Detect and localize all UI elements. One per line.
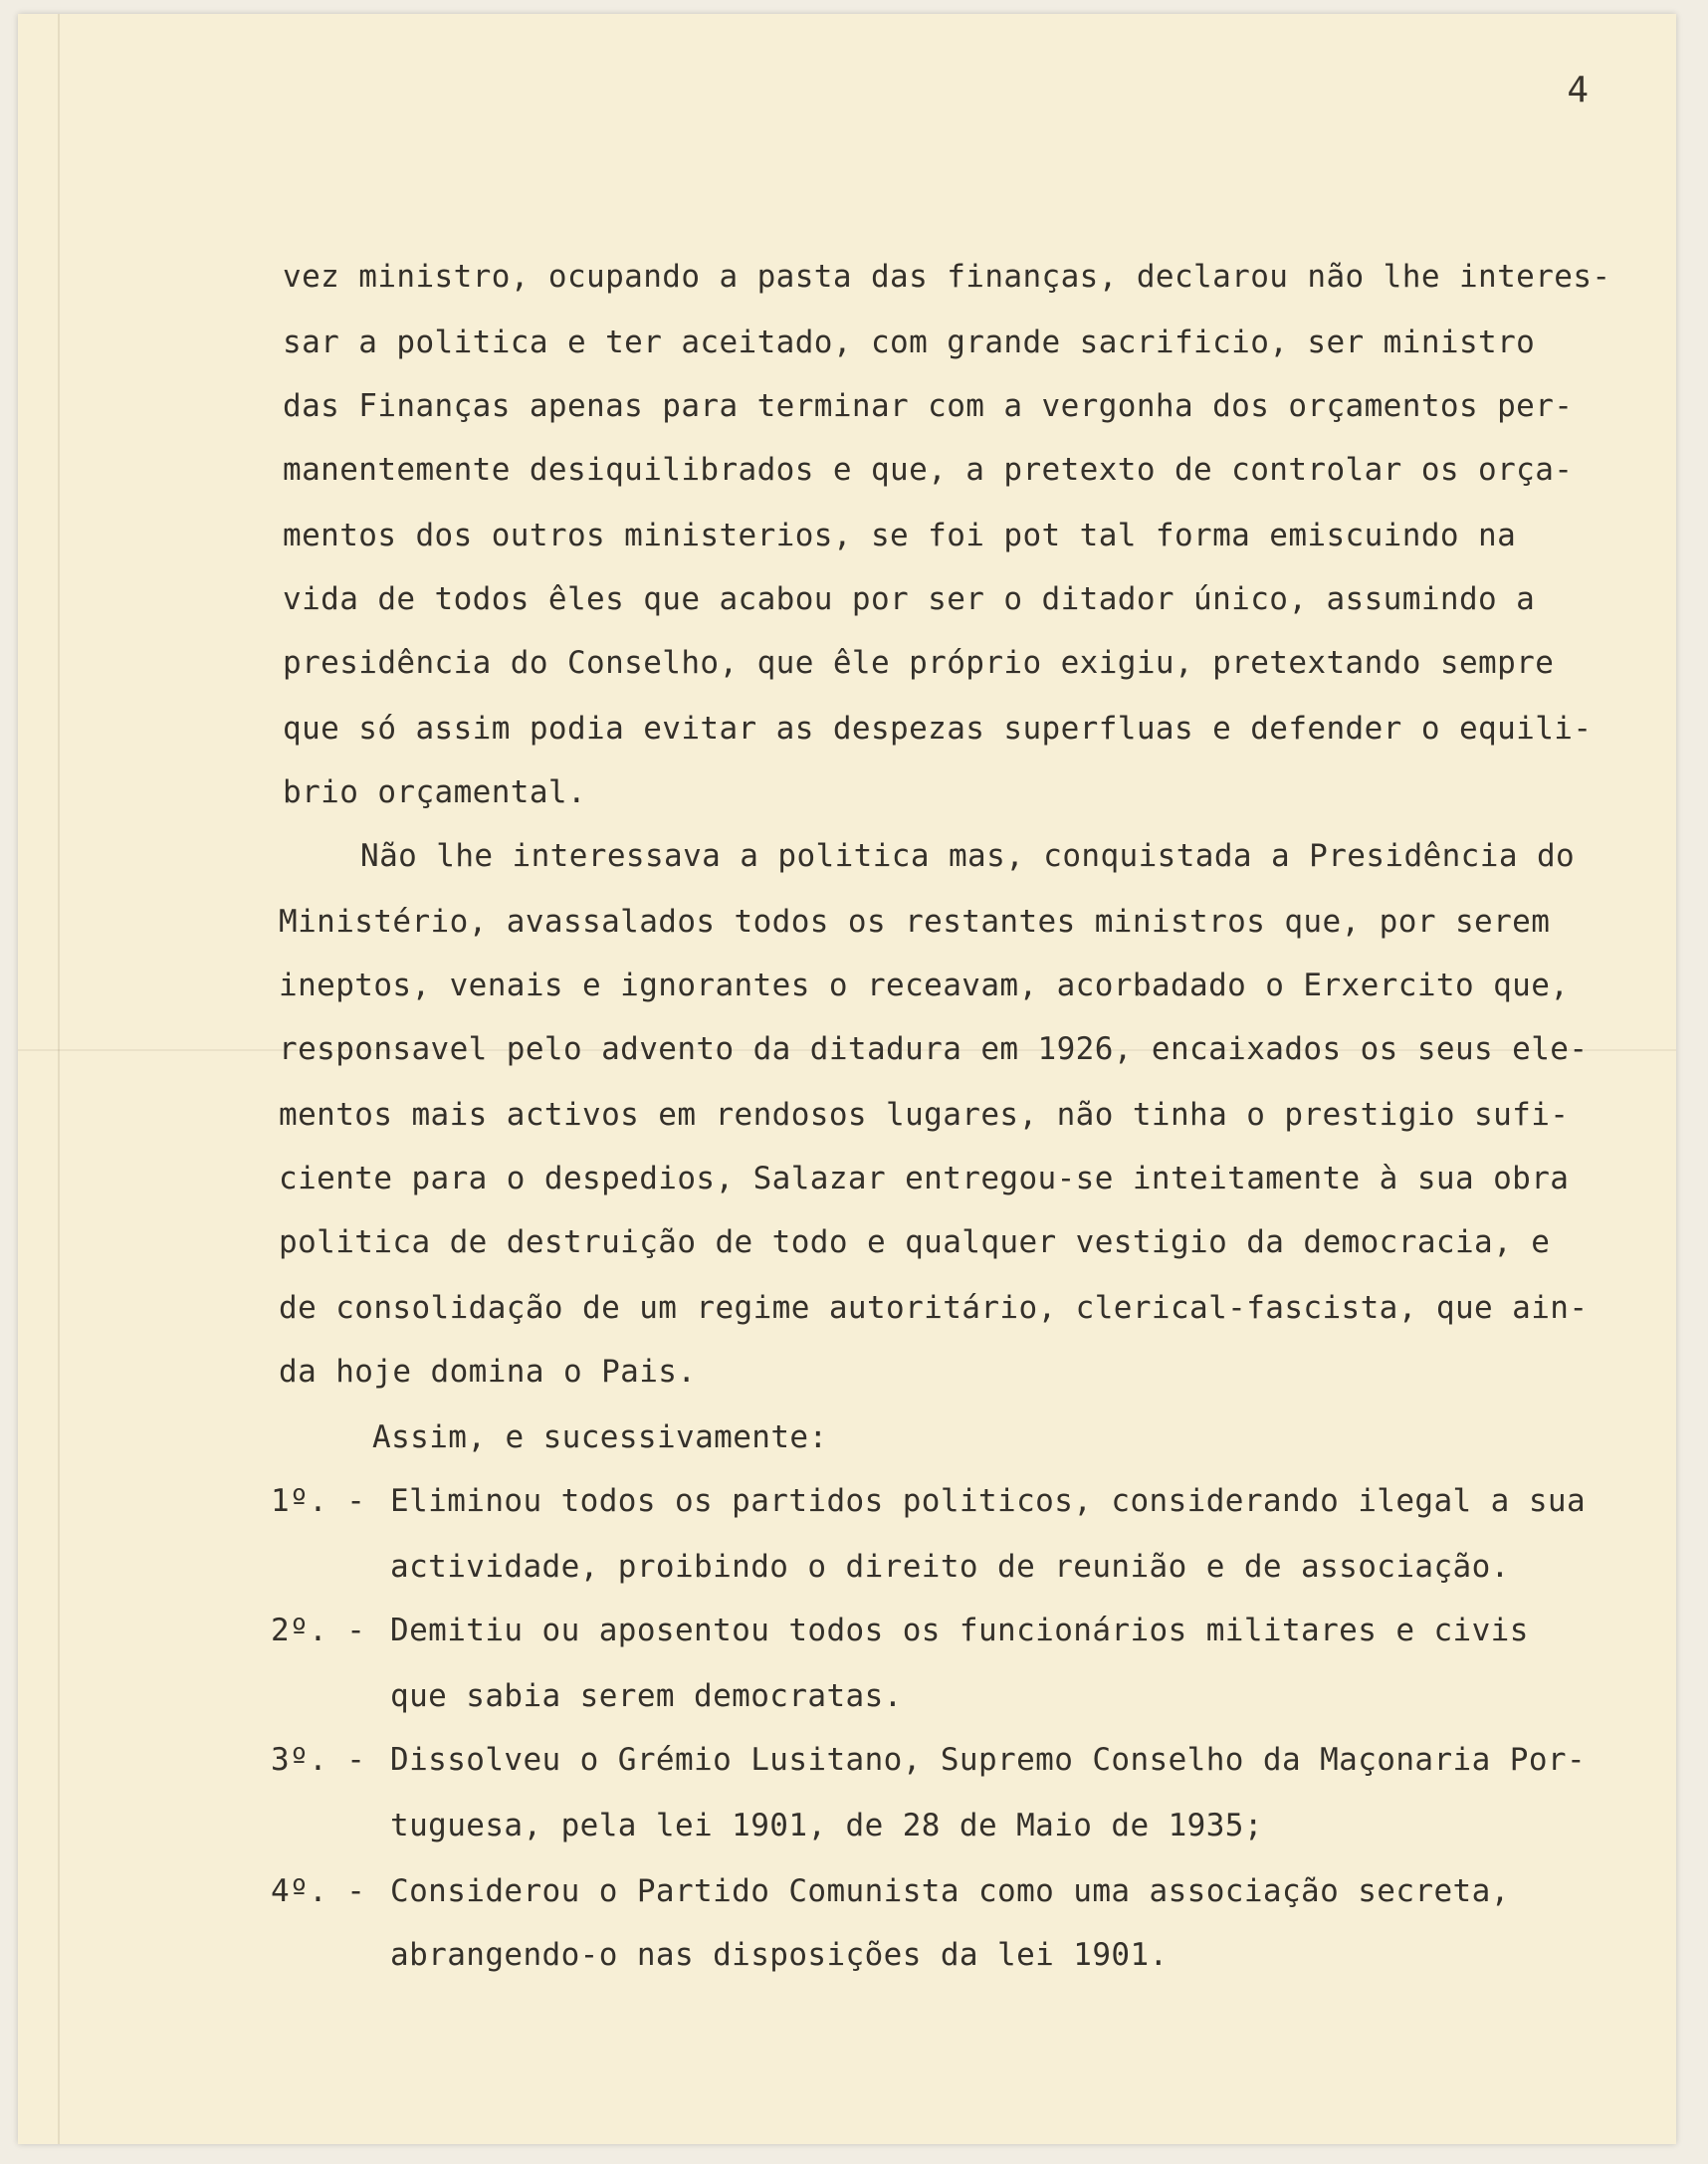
- list-item-number: 2º. -: [271, 1613, 366, 1648]
- text-line: manentemente desiquilibrados e que, a pretexto de controlar os orça-: [283, 452, 1574, 488]
- text-line: que sabia serem democratas.: [390, 1678, 903, 1714]
- text-line: Dissolveu o Grémio Lusitano, Supremo Conselho da Maçonaria Por-: [390, 1742, 1587, 1778]
- text-line: ineptos, venais e ignorantes o receavam, acorbadado o Erxercito que,: [279, 968, 1570, 1003]
- text-line: de consolidação de um regime autoritário, clerical-fascista, que ain-: [279, 1290, 1589, 1326]
- list-item-number: 4º. -: [271, 1873, 366, 1909]
- paper-fold-vertical: [58, 14, 60, 2144]
- typewritten-page: [18, 14, 1676, 2144]
- text-line: brio orçamental.: [283, 774, 587, 810]
- text-line: mentos mais activos em rendosos lugares, não tinha o prestigio sufi-: [279, 1097, 1570, 1133]
- list-item-number: 1º. -: [271, 1483, 366, 1519]
- text-line: abrangendo-o nas disposições da lei 1901.: [390, 1937, 1169, 1973]
- text-line: vida de todos êles que acabou por ser o ditador único, assumindo a: [283, 581, 1536, 617]
- text-line: da hoje domina o Pais.: [279, 1354, 697, 1390]
- text-line: presidência do Conselho, que êle próprio exigiu, pretextando sempre: [283, 645, 1555, 681]
- text-line: actividade, proibindo o direito de reunião e de associação.: [390, 1549, 1510, 1585]
- text-line: sar a politica e ter aceitado, com grande sacrificio, ser ministro: [283, 325, 1536, 360]
- intro-line: Assim, e sucessivamente:: [372, 1419, 828, 1455]
- text-line: tuguesa, pela lei 1901, de 28 de Maio de 1935;: [390, 1808, 1263, 1843]
- text-line: Não lhe interessava a politica mas, conquistada a Presidência do: [360, 838, 1576, 874]
- text-line: Ministério, avassalados todos os restantes ministros que, por serem: [279, 904, 1551, 940]
- text-line: que só assim podia evitar as despezas superfluas e defender o equili-: [283, 711, 1593, 747]
- text-line: vez ministro, ocupando a pasta das finanças, declarou não lhe interes-: [283, 259, 1611, 295]
- text-line: mentos dos outros ministerios, se foi pot tal forma emiscuindo na: [283, 518, 1517, 553]
- text-line: Considerou o Partido Comunista como uma associação secreta,: [390, 1873, 1510, 1909]
- page-number: 4: [1567, 70, 1589, 110]
- text-line: responsavel pelo advento da ditadura em 1926, encaixados os seus ele-: [279, 1031, 1589, 1067]
- text-line: politica de destruição de todo e qualquer vestigio da democracia, e: [279, 1224, 1551, 1260]
- list-item-number: 3º. -: [271, 1742, 366, 1778]
- text-line: Eliminou todos os partidos politicos, considerando ilegal a sua: [390, 1483, 1587, 1519]
- text-line: Demitiu ou aposentou todos os funcionários militares e civis: [390, 1613, 1529, 1648]
- text-line: das Finanças apenas para terminar com a vergonha dos orçamentos per-: [283, 388, 1574, 424]
- text-line: ciente para o despedios, Salazar entregou-se inteitamente à sua obra: [279, 1161, 1570, 1196]
